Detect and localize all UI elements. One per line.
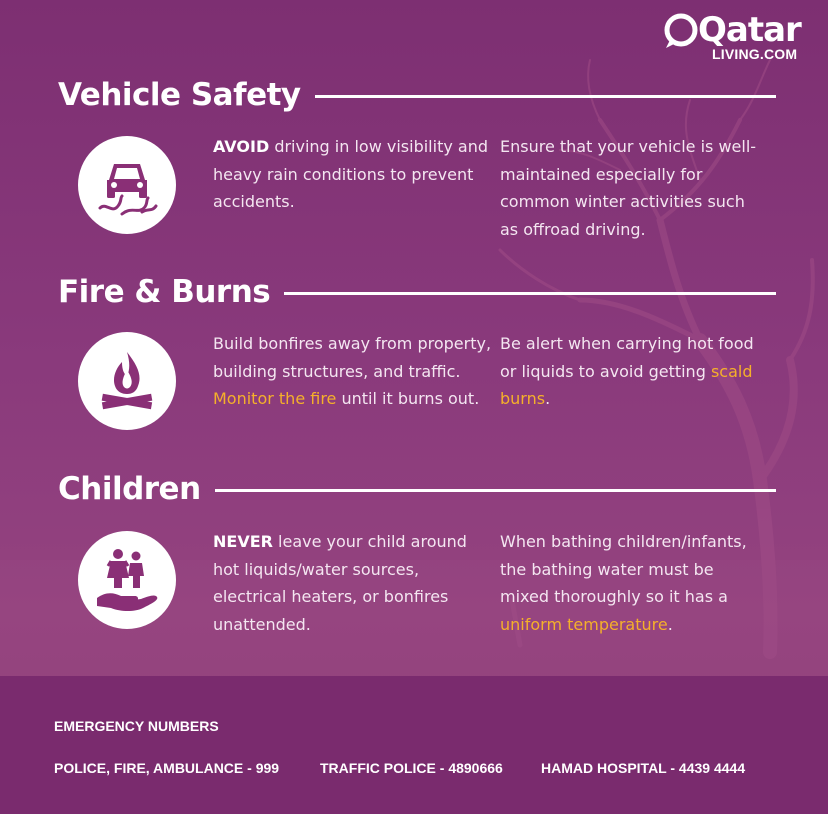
vehicle-right-text: Ensure that your vehicle is well-maintained especially for common winter activities such as offroad driving.: [500, 137, 757, 239]
fire-left-text: Build bonfires away from property, building structures, and traffic. Monitor the fire until it burns out.: [213, 334, 492, 408]
section-heading: Children: [58, 471, 201, 507]
logo-wordmark: Qatar: [698, 10, 801, 50]
fire-right-text: Be alert when carrying hot food or liquids to avoid getting scald burns.: [500, 334, 754, 408]
footer-title: EMERGENCY NUMBERS: [54, 718, 219, 734]
emergency-number-police: POLICE, FIRE, AMBULANCE - 999: [54, 760, 280, 776]
heading-divider: [284, 292, 776, 295]
emergency-numbers-footer: [0, 676, 828, 814]
heading-divider: [315, 95, 776, 98]
emergency-number-hospital: HAMAD HOSPITAL - 4439 4444: [541, 760, 746, 776]
bonfire-icon: [78, 332, 176, 430]
emergency-number-traffic: TRAFFIC POLICE - 4890666: [320, 760, 503, 776]
qatar-living-logo[interactable]: [662, 10, 802, 66]
logo-domain: LIVING.COM: [712, 46, 798, 62]
children-right-text: When bathing children/infants, the bathing water must be mixed thoroughly so it has a uniform temperature.: [500, 532, 747, 634]
speech-bubble-q-icon: [662, 12, 700, 50]
vehicle-left-text: AVOID driving in low visibility and heavy rain conditions to prevent accidents.: [213, 137, 488, 211]
section-heading: Fire & Burns: [58, 274, 271, 310]
heading-divider: [215, 489, 776, 492]
children-left-text: NEVER leave your child around hot liquids/water sources, electrical heaters, or bonfires unattended.: [213, 532, 467, 634]
children-hand-icon: [78, 531, 176, 629]
section-heading: Vehicle Safety: [58, 77, 301, 113]
car-skid-icon: [78, 136, 176, 234]
